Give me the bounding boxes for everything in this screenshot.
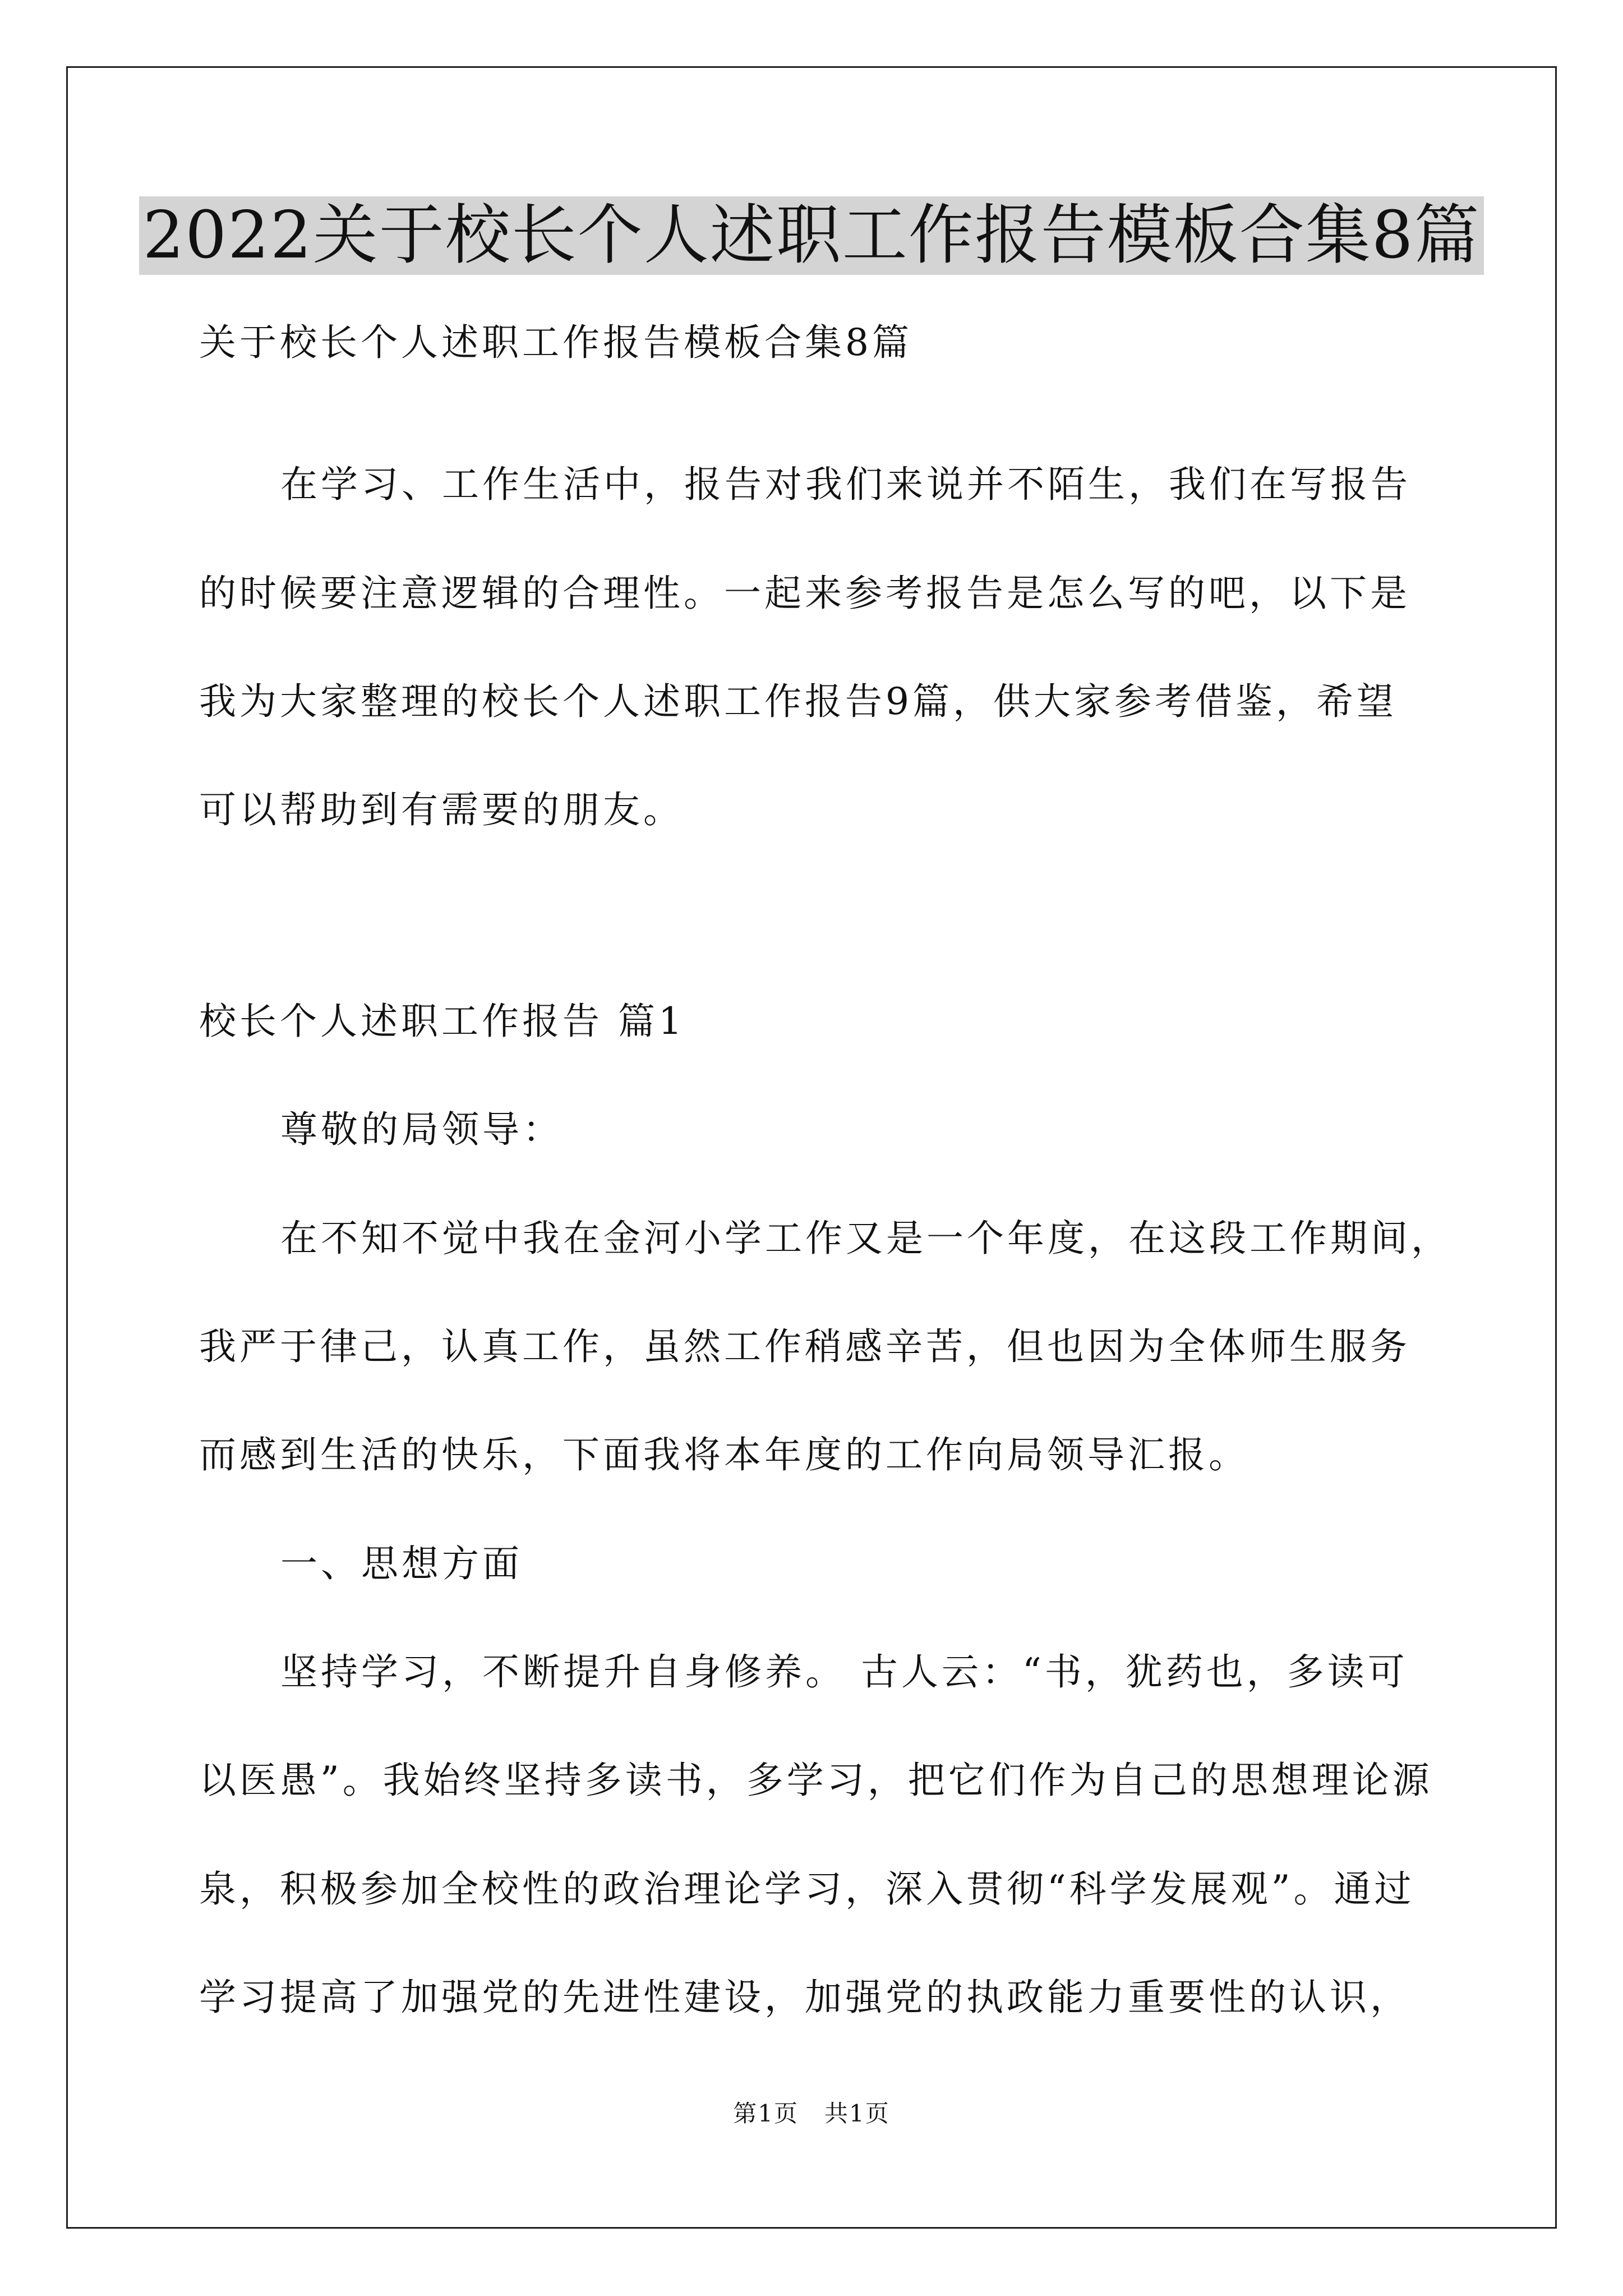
para2-line-4: 学习提高了加强党的先进性建设，加强党的执政能力重要性的认识，: [199, 1976, 1410, 2019]
subheading: 一、思想方面: [280, 1542, 523, 1585]
para2-line-1: 坚持学习，不断提升自身修养。 古人云：“书，犹药也，多读可: [280, 1650, 1408, 1694]
para1-line-1: 在不知不觉中我在金河小学工作又是一个年度，在这段工作期间，: [280, 1217, 1451, 1260]
intro-line-3: 我为大家整理的校长个人述职工作报告9篇，供大家参考借鉴，希望: [199, 680, 1397, 723]
para2-line-3: 泉，积极参加全校性的政治理论学习，深入贯彻“科学发展观”。通过: [199, 1867, 1415, 1911]
intro-line-1: 在学习、工作生活中，报告对我们来说并不陌生，我们在写报告: [280, 463, 1411, 506]
para1-line-2: 我严于律己，认真工作，虽然工作稍感辛苦，但也因为全体师生服务: [199, 1325, 1410, 1368]
greeting: 尊敬的局领导：: [280, 1108, 563, 1151]
para2-line-2: 以医愚”。我始终坚持多读书，多学习，把它们作为自己的思想理论源: [199, 1759, 1433, 1802]
title-container: [0, 196, 1623, 275]
document-title: 2022关于校长个人述职工作报告模板合集8篇: [139, 196, 1483, 275]
intro-line-2: 的时候要注意逻辑的合理性。一起来参考报告是怎么写的吧，以下是: [199, 572, 1410, 615]
intro-line-4: 可以帮助到有需要的朋友。: [199, 788, 684, 831]
section-heading: 校长个人述职工作报告 篇1: [199, 1000, 685, 1043]
document-subtitle: 关于校长个人述职工作报告模板合集8篇: [199, 321, 912, 364]
para1-line-3: 而感到生活的快乐，下面我将本年度的工作向局领导汇报。: [199, 1433, 1249, 1476]
page-number: 第1页 共1页: [733, 2100, 890, 2127]
